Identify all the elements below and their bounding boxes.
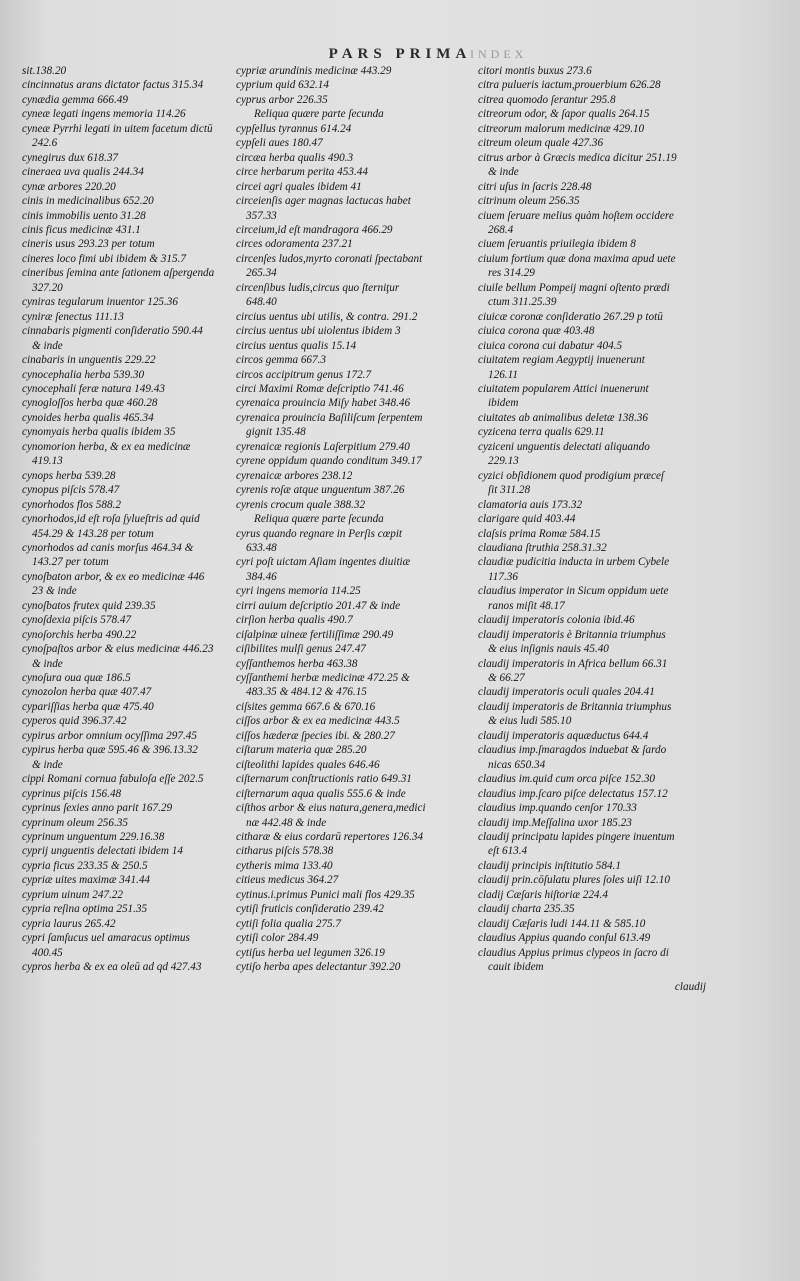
index-entry: 242.6 <box>32 137 58 150</box>
index-entry: cineris usus 293.23 per totum <box>22 238 155 251</box>
index-entry: & 66.27 <box>488 672 525 685</box>
index-entry: cyri poſt uictam Aſiam ingentes diuitiæ <box>236 556 411 569</box>
index-entry: cynomorion herba, & ex ea medicinæ <box>22 440 191 453</box>
index-entry: 143.27 per totum <box>32 556 109 569</box>
index-entry: cyrenis crocum quale 388.32 <box>236 498 366 511</box>
index-entry: cypri ſamſucus uel amaracus optimus <box>22 932 190 945</box>
index-entry: cynocephalia herba 539.30 <box>22 368 145 381</box>
index-entry: cippi Romani cornua fabuloſa eſſe 202.5 <box>22 773 204 786</box>
index-entry: cyzicena terra qualis 629.11 <box>478 426 605 439</box>
index-entry: 126.11 <box>488 368 518 381</box>
index-entry: cirſion herba qualis 490.7 <box>236 614 353 627</box>
index-entry: nicas 650.34 <box>488 758 546 771</box>
index-entry: & inde <box>32 339 63 352</box>
index-entry: cytinus.i.primus Punici mali flos 429.35 <box>236 888 415 901</box>
index-entry: eſt 613.4 <box>488 845 528 858</box>
index-entry: citharæ & eius cordarū repertores 126.34 <box>236 831 424 844</box>
index-entry: cineres loco fimi ubi ibidem & 315.7 <box>22 252 186 265</box>
index-entry: cypros herba & ex ea oleū ad qd 427.43 <box>22 961 202 974</box>
index-entry: sit.138.20 <box>22 65 67 77</box>
index-entry: claudius im.quid cum orca piſce 152.30 <box>478 773 656 786</box>
catchword: claudij <box>674 981 706 993</box>
index-entry: cynozolon herba quæ 407.47 <box>22 686 152 699</box>
index-entry: cyſſanthemos herba 463.38 <box>236 657 358 670</box>
index-entry: cyſſanthemi herbæ medicinæ 472.25 & <box>236 672 410 685</box>
index-entry: claudius Appius primus clypeos in ſacro di <box>478 946 669 959</box>
index-entry: cinis ficus medicinæ 431.1 <box>22 223 141 236</box>
index-entry: claſsis prima Romæ 584.15 <box>478 527 601 540</box>
index-entry: claudius imp.ſcaro piſce delectatus 157.12 <box>478 787 668 800</box>
index-entry: ciſibilites mulſi genus 247.47 <box>236 643 366 656</box>
index-entry: claudij charta 235.35 <box>478 903 575 916</box>
index-entry: cypriæ uites maximæ 341.44 <box>22 874 151 887</box>
index-entry: cineribus ſemina ante ſationem aſpergenda <box>22 267 215 280</box>
index-entry: claudius imperator in Sicum oppidum uete <box>478 585 669 598</box>
index-entry: cytiſi folia qualia 275.7 <box>236 917 342 930</box>
index-entry: citra pulueris iactum,prouerbium 626.28 <box>478 79 661 92</box>
index-entry: cypria ficus 233.35 & 250.5 <box>22 859 148 872</box>
index-entry: cynegirus dux 618.37 <box>22 151 119 164</box>
index-entry: cytiſi fruticis conſideratio 239.42 <box>236 903 384 916</box>
index-entry: cynocephali feræ natura 149.43 <box>22 382 165 395</box>
index-entry: cynæ arbores 220.20 <box>22 180 116 193</box>
index-entry: cyrene oppidum quando conditum 349.17 <box>236 455 422 468</box>
index-entry: cypirus herba quæ 595.46 & 396.13.32 <box>22 744 198 757</box>
index-entry: cauit ibidem <box>488 961 544 974</box>
index-entry: ibidem <box>488 397 519 410</box>
index-entry: 384.46 <box>246 570 277 583</box>
index-entry: cyri ingens memoria 114.25 <box>236 585 361 598</box>
page-title: PARS PRIMA <box>328 46 472 62</box>
index-entry: claudius imp.quando cenſor 170.33 <box>478 802 637 815</box>
index-entry: cytiſi color 284.49 <box>236 932 319 945</box>
index-entry: clarigare quid 403.44 <box>478 513 576 526</box>
index-entry: 265.34 <box>246 267 277 280</box>
index-entry: claudij imperatoris è Britannia triumphus <box>478 628 666 641</box>
index-entry: cirri auium deſcriptio 201.47 & inde <box>236 599 401 612</box>
index-entry: cineraea uva qualis 244.34 <box>22 166 144 179</box>
index-entry: cypriæ arundinis medicinæ 443.29 <box>236 65 392 77</box>
index-entry: circos accipitrum genus 172.7 <box>236 368 372 381</box>
index-entry: claudiæ pudicitia inducta in urbem Cybele <box>478 556 670 569</box>
index-entry: cynogloſſos herba quæ 460.28 <box>22 397 158 410</box>
index-entry: cypria reſina optima 251.35 <box>22 903 148 916</box>
index-entry: citrinum oleum 256.35 <box>478 195 580 208</box>
index-entry: ciuem ſeruare melius quàm hoſtem occidere <box>478 209 674 222</box>
index-entry: & inde <box>32 758 63 771</box>
index-entry: circei agri quales ibidem 41 <box>236 180 362 193</box>
index-entry: cyrenaicæ arbores 238.12 <box>236 469 353 482</box>
index-entry: ciſternarum conſtructionis ratio 649.31 <box>236 773 412 786</box>
index-entry: circæa herba qualis 490.3 <box>236 151 354 164</box>
index-entry: claudij Cæſaris ludi 144.11 & 585.10 <box>478 917 646 930</box>
index-entry: cincinnatus arans dictator factus 315.34 <box>22 79 204 92</box>
index-entry: circeium,id eſt mandragora 466.29 <box>236 223 393 236</box>
index-entry: cyprium uinum 247.22 <box>22 888 123 901</box>
index-entry: circes odoramenta 237.21 <box>236 238 353 251</box>
index-entry: cynoſbaton arbor, & ex eo medicinæ 446 <box>22 570 205 583</box>
index-entry: claudij imperatoris colonia ibid.46 <box>478 614 635 627</box>
index-entry: cyprinus ſexies anno parit 167.29 <box>22 802 173 815</box>
index-entry: clamatoria auis 173.32 <box>478 498 583 511</box>
index-entry: claudij imperatoris oculi quales 204.41 <box>478 686 655 699</box>
index-entry: 419.13 <box>32 455 63 468</box>
index-entry: ciſalpinæ uineæ fertiliſſimæ 290.49 <box>236 628 394 641</box>
index-entry: citreorum odor, & ſapor qualis 264.15 <box>478 108 650 121</box>
index-entry: cynoides herba qualis 465.34 <box>22 411 154 424</box>
index-entry: claudij imperatoris de Britannia triumphus <box>478 700 672 713</box>
index-entry: ciſtarum materia quæ 285.20 <box>236 744 367 757</box>
running-header <box>0 46 800 63</box>
index-entry: cypariſſias herba quæ 475.40 <box>22 700 154 713</box>
index-entry: cyrus quando regnare in Perſis cœpit <box>236 527 403 540</box>
index-entry: 229.13 <box>488 455 519 468</box>
index-entry: ciuicæ coronæ conſideratio 267.29 p totū <box>478 310 663 323</box>
index-entry: 117.36 <box>488 570 518 583</box>
index-entry: cynoſbatos frutex quid 239.35 <box>22 599 156 612</box>
index-entry: cypſellus tyrannus 614.24 <box>236 122 352 135</box>
index-entry: circenſes ludos,myrto coronati ſpectabant <box>236 252 423 265</box>
index-entry: 648.40 <box>246 296 277 309</box>
index-entry: citri uſus in ſacris 228.48 <box>478 180 592 193</box>
index-entry: ciſthos arbor & eius natura,genera,medici <box>236 802 426 815</box>
index-entry: ciſternarum aqua qualis 555.6 & inde <box>236 787 406 800</box>
index-entry: ciuica corona cui dabatur 404.5 <box>478 339 623 352</box>
index-entry: claudij principatu lapides pingere inuentum <box>478 831 675 844</box>
index-entry: circenſibus ludis,circus quo ſterniţur <box>236 281 400 294</box>
index-entry: circos gemma 667.3 <box>236 354 327 367</box>
index-entry: cynoſura oua quæ 186.5 <box>22 672 131 685</box>
index-entry: ciſsites gemma 667.6 & 670.16 <box>236 700 376 713</box>
index-entry: ciuem ſeruantis priuilegia ibidem 8 <box>478 238 636 251</box>
index-entry: & inde <box>32 657 63 670</box>
index-entry: ciſſos hæderæ ſpecies ibi. & 280.27 <box>236 729 395 742</box>
index-entry: cynædia gemma 666.49 <box>22 93 128 106</box>
index-entry: 483.35 & 484.12 & 476.15 <box>246 686 367 699</box>
index-entry: cypria laurus 265.42 <box>22 917 116 930</box>
index-entry: citieus medicus 364.27 <box>236 874 339 887</box>
index-entry: cypirus arbor omnium ocyſſima 297.45 <box>22 729 197 742</box>
index-entry: 268.4 <box>488 223 514 236</box>
index-entry: ciuile bellum Pompeij magni oſtento prædi <box>478 281 670 294</box>
index-entry: claudius Appius quando conſul 613.49 <box>478 932 651 945</box>
index-entry: citreum oleum quale 427.36 <box>478 137 604 150</box>
index-entry: cytiſo herba apes delectantur 392.20 <box>236 961 401 974</box>
index-entry: ciuitatem popularem Attici inuenerunt <box>478 382 649 395</box>
index-entry: circeienſis ager magnas lactucas habet <box>236 195 411 208</box>
index-entry: cynorhodos ad canis morſus 464.34 & <box>22 541 194 554</box>
index-entry: cynops herba 539.28 <box>22 469 116 482</box>
index-entry: cyprium quid 632.14 <box>236 79 329 92</box>
index-entry: ctum 311.25.39 <box>488 296 557 309</box>
index-entry: circe herbarum perita 453.44 <box>236 166 368 179</box>
index-entry: næ 442.48 & inde <box>246 816 327 829</box>
index-entry: ciuica corona quæ 403.48 <box>478 325 595 338</box>
index-entry: ciuium fortium quæ dona maxima apud uete <box>478 252 676 265</box>
index-entry: cyrenaicæ regionis Laſerpitium 279.40 <box>236 440 410 453</box>
index-entry: cinabaris in unguentis 229.22 <box>22 354 156 367</box>
index-entry: cyprinum unguentum 229.16.38 <box>22 831 165 844</box>
index-entry: cynoſorchis herba 490.22 <box>22 628 137 641</box>
index-column-3 <box>478 64 710 975</box>
index-entry: 327.20 <box>32 281 63 294</box>
index-entry: circius uentus qualis 15.14 <box>236 339 357 352</box>
index-entry: circius uentus ubi utilis, & contra. 291.2 <box>236 310 418 323</box>
index-entry: 23 & inde <box>32 585 77 598</box>
index-entry: claudij imp.Meſſalina uxor 185.23 <box>478 816 632 829</box>
index-entry: Reliqua quære parte ſecunda <box>254 108 384 121</box>
index-entry: citrea quomodo ſerantur 295.8 <box>478 93 616 106</box>
index-entry: circius uentus ubi uiolentus ibidem 3 <box>236 325 401 338</box>
index-entry: cyprij unguentis delectati ibidem 14 <box>22 845 183 858</box>
index-entry: cynorhodos,id eſt roſa ſylueſtris ad quid <box>22 513 200 526</box>
index-entry: claudius imp.ſmaragdos induebat & ſardo <box>478 744 667 757</box>
index-entry: 454.29 & 143.28 per totum <box>32 527 154 540</box>
index-entry: claudij imperatoris aquæductus 644.4 <box>478 729 649 742</box>
index-entry: res 314.29 <box>488 267 535 280</box>
index-entry: citrus arbor à Græcis medica dicitur 251.19 <box>478 151 677 164</box>
index-entry: cynopus piſcis 578.47 <box>22 484 120 497</box>
index-entry: cyperos quid 396.37.42 <box>22 715 127 728</box>
index-entry: cynomyais herba qualis ibidem 35 <box>22 426 176 439</box>
index-entry: cyrenaica prouincia Baſiliſcum ſerpentem <box>236 411 423 424</box>
index-entry: cynoſdexia piſcis 578.47 <box>22 614 132 627</box>
index-entry: & inde <box>488 166 519 179</box>
index-entry: cytiſus herba uel legumen 326.19 <box>236 946 385 959</box>
index-entry: claudij principis inſtitutio 584.1 <box>478 859 621 872</box>
index-entry: cytheris mima 133.40 <box>236 859 333 872</box>
index-entry: cynoſpaſtos arbor & eius medicinæ 446.23 <box>22 643 214 656</box>
index-entry: cinnabaris pigmenti conſideratio 590.44 <box>22 325 203 338</box>
index-entry: citreorum malorum medicinæ 429.10 <box>478 122 645 135</box>
index-entry: ciuitatem regiam Aegyptij inuenerunt <box>478 354 645 367</box>
index-entry: cyniræ ſenectus 111.13 <box>22 310 124 323</box>
index-entry: cyprus arbor 226.35 <box>236 93 328 106</box>
bleed-through-text: INDEX <box>470 47 528 61</box>
index-entry: cyziceni unguentis delectati aliquando <box>478 440 650 453</box>
index-entry: citharus piſcis 578.38 <box>236 845 334 858</box>
index-entry: ranos miſit 48.17 <box>488 599 565 612</box>
index-entry: cyprinus piſcis 156.48 <box>22 787 122 800</box>
index-entry: claudij prin.cōſulatu plures ſoles uiſi 12.10 <box>478 874 670 887</box>
index-entry: cinis in medicinalibus 652.20 <box>22 195 154 208</box>
index-entry: ciuitates ab animalibus deletæ 138.36 <box>478 411 648 424</box>
index-entry: cinis immobilis uento 31.28 <box>22 209 146 222</box>
index-entry: & eius inſignis nauis 45.40 <box>488 643 609 656</box>
index-entry: & eius ludi 585.10 <box>488 715 572 728</box>
index-entry: ciſteolithi lapides quales 646.46 <box>236 758 380 771</box>
catchword-holder <box>478 975 710 993</box>
index-entry: cypſeli aues 180.47 <box>236 137 323 150</box>
index-entry: claudiana ſtruthia 258.31.32 <box>478 541 607 554</box>
index-entry: cyprinum oleum 256.35 <box>22 816 128 829</box>
index-entry: claudij imperatoris in Africa bellum 66.31 <box>478 657 668 670</box>
index-entry: cyniras tegularum inuentor 125.36 <box>22 296 178 309</box>
index-entry: Reliqua quære parte ſecunda <box>254 513 384 526</box>
index-column-1 <box>22 64 236 975</box>
index-column-2 <box>236 64 476 975</box>
index-entry: 633.48 <box>246 541 277 554</box>
index-entry: cyzici obſidionem quod prodigium præceſ <box>478 469 665 482</box>
index-entry: 400.45 <box>32 946 63 959</box>
index-entry: cyrenaica prouincia Miſy habet 348.46 <box>236 397 411 410</box>
index-entry: ciſſos arbor & ex ea medicinæ 443.5 <box>236 715 400 728</box>
index-entry: ſit 311.28 <box>488 484 531 497</box>
index-entry: cyrenis roſæ atque unguentum 387.26 <box>236 484 405 497</box>
index-entry: gignit 135.48 <box>246 426 306 439</box>
index-entry: cladij Cæſaris hiſtoriæ 224.4 <box>478 888 608 901</box>
index-entry: cyneæ Pyrrhi legati in uitem facetum dictū <box>22 122 213 135</box>
index-entry: circi Maximi Romæ deſcriptio 741.46 <box>236 382 404 395</box>
index-entry: cyneæ legati ingens memoria 114.26 <box>22 108 186 121</box>
index-entry: citori montis buxus 273.6 <box>478 65 592 77</box>
index-entry: 357.33 <box>246 209 277 222</box>
index-entry: cynorhodos flos 588.2 <box>22 498 121 511</box>
